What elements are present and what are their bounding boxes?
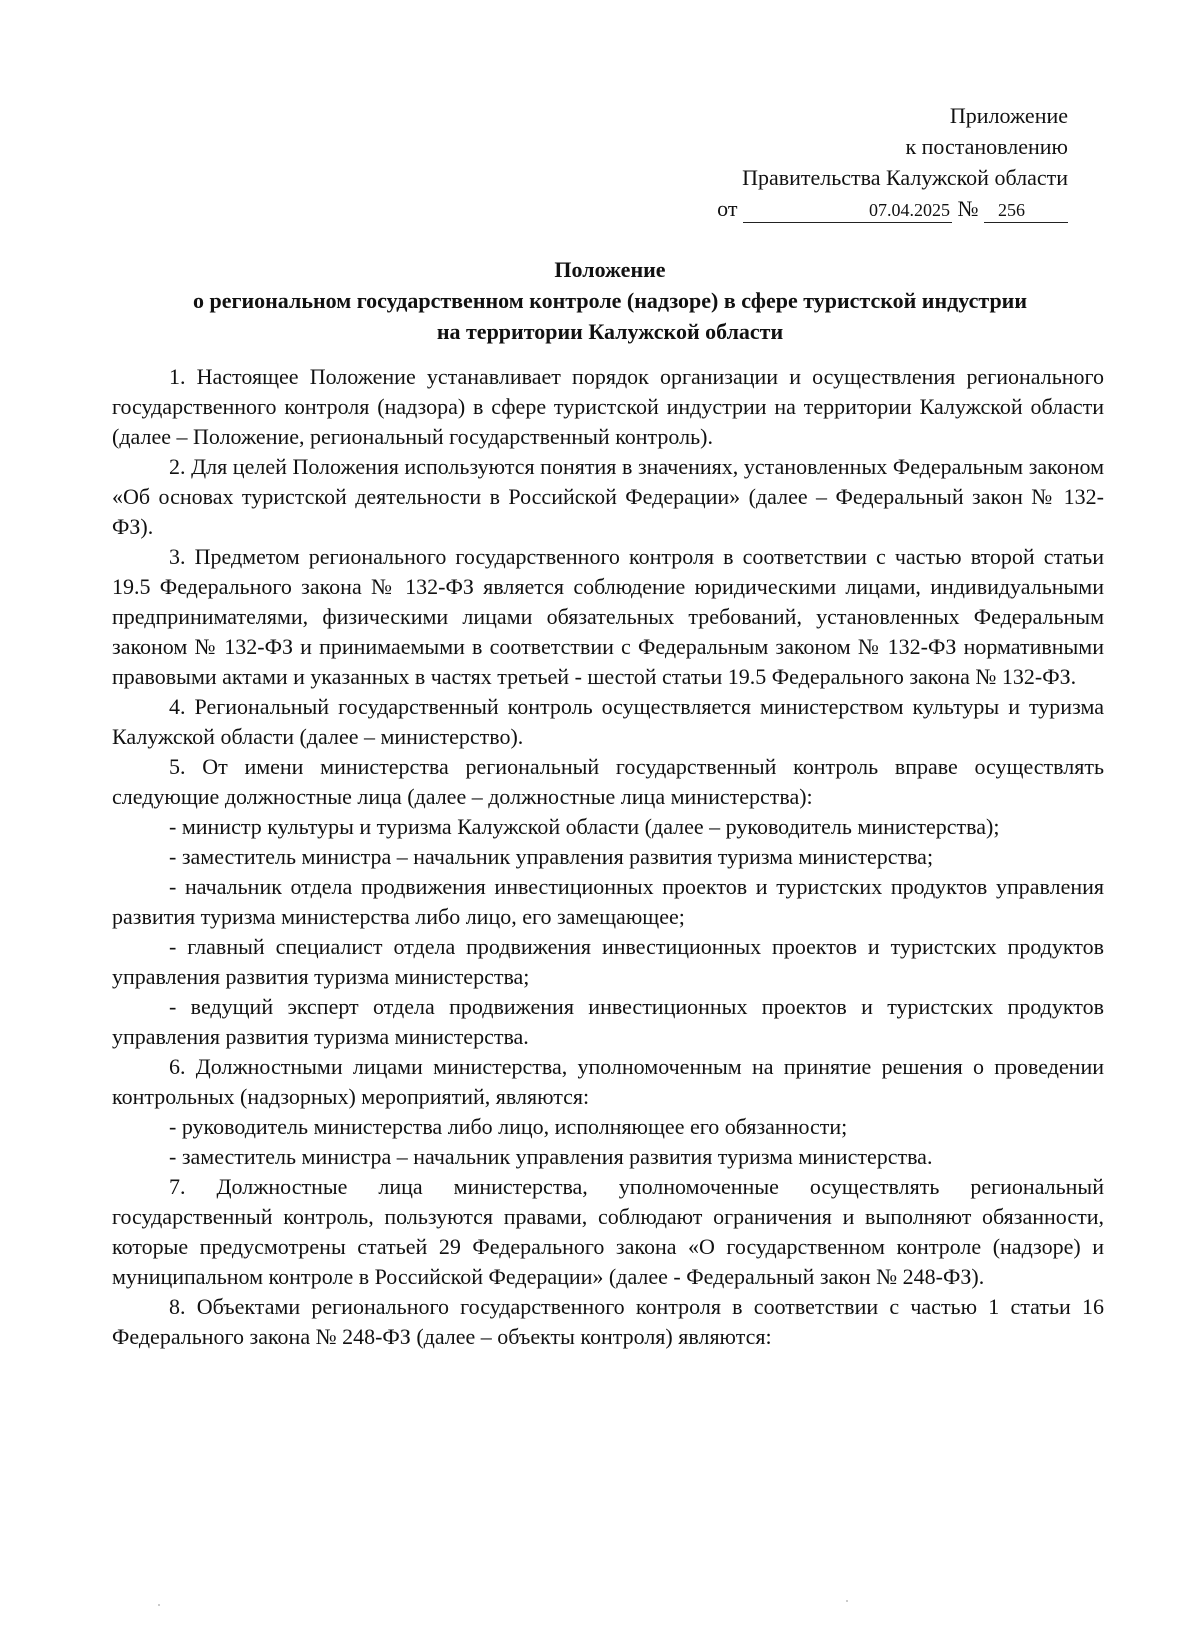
date-prefix: от xyxy=(717,196,738,221)
list-item: - министр культуры и туризма Калужской области (далее – руководитель министерства); xyxy=(169,814,1000,839)
paragraph-3: 3. Предметом регионального государственного контроля в соответствии с частью второй статьи 19.5 Федерального закона № 132-ФЗ является соблюдение юридическими лицами, индивидуальными предпринимателями, физическими лицами обязательных требований, установленных Федеральным законом № 132-ФЗ и принимаемыми в соответствии с Федеральным законом № 132-ФЗ нормативными правовыми актами и указанных в частях третьей - шестой статьи 19.5 Федерального закона № 132-ФЗ. xyxy=(112,544,1104,689)
list-item: - ведущий эксперт отдела продвижения инвестиционных проектов и туристских продуктов управления развития туризма министерства. xyxy=(112,994,1104,1049)
date-field: 07.04.2025 xyxy=(743,198,952,223)
paragraph-7: 7. Должностные лица министерства, уполномоченные осуществлять региональный государственный контроль, пользуются правами, соблюдают ограничения и выполняют обязанности, которые предусмотрены статьей 29 Федерального закона «О государственном контроле (надзоре) и муниципальном контроле в Российской Федерации» (далее - Федеральный закон № 248-ФЗ). xyxy=(112,1174,1104,1289)
list-item: - главный специалист отдела продвижения инвестиционных проектов и туристских продуктов управления развития туризма министерства; xyxy=(112,934,1104,989)
title-line-3: на территории Калужской области xyxy=(436,319,784,344)
appendix-header xyxy=(717,100,1068,224)
title-line-2: о региональном государственном контроле (надзоре) в сфере туристской индустрии xyxy=(192,288,1028,313)
paragraph-2: 2. Для целей Положения используются понятия в значениях, установленных Федеральным законом «Об основах туристской деятельности в Российской Федерации» (далее – Федеральный закон № 132-ФЗ). xyxy=(112,454,1104,539)
appendix-label: Приложение xyxy=(949,103,1068,128)
paragraph-5: 5. От имени министерства региональный государственный контроль вправе осуществлять следующие должностные лица (далее – должностные лица министерства): xyxy=(112,754,1104,809)
list-item: - заместитель министра – начальник управления развития туризма министерства; xyxy=(169,844,934,869)
scan-speck xyxy=(846,1600,848,1602)
paragraph-1: 1. Настоящее Положение устанавливает порядок организации и осуществления регионального государственного контроля (надзора) в сфере туристской индустрии на территории Калужской области (далее – Положение, региональный государственный контроль). xyxy=(112,364,1104,449)
document-title xyxy=(110,254,1110,347)
paragraph-8: 8. Объектами регионального государственного контроля в соответствии с частью 1 статьи 16 Федерального закона № 248-ФЗ (далее – объекты контроля) являются: xyxy=(112,1294,1104,1349)
appendix-date-line xyxy=(717,193,1068,224)
number-sign: № xyxy=(957,196,979,221)
title-line-1: Положение xyxy=(554,257,666,282)
document-body xyxy=(112,362,1104,1352)
paragraph-4: 4. Региональный государственный контроль осуществляется министерством культуры и туризма Калужской области (далее – министерство). xyxy=(112,694,1104,749)
appendix-resolution-ref: к постановлению xyxy=(905,134,1068,159)
number-field: 256 xyxy=(984,198,1068,223)
list-item: - руководитель министерства либо лицо, исполняющее его обязанности; xyxy=(169,1114,848,1139)
appendix-government: Правительства Калужской области xyxy=(742,165,1068,190)
list-item: - заместитель министра – начальник управления развития туризма министерства. xyxy=(169,1144,933,1169)
paragraph-6: 6. Должностными лицами министерства, уполномоченным на принятие решения о проведении контрольных (надзорных) мероприятий, являются: xyxy=(112,1054,1104,1109)
list-item: - начальник отдела продвижения инвестиционных проектов и туристских продуктов управления развития туризма министерства либо лицо, его замещающее; xyxy=(112,874,1104,929)
scan-speck xyxy=(158,1604,160,1606)
